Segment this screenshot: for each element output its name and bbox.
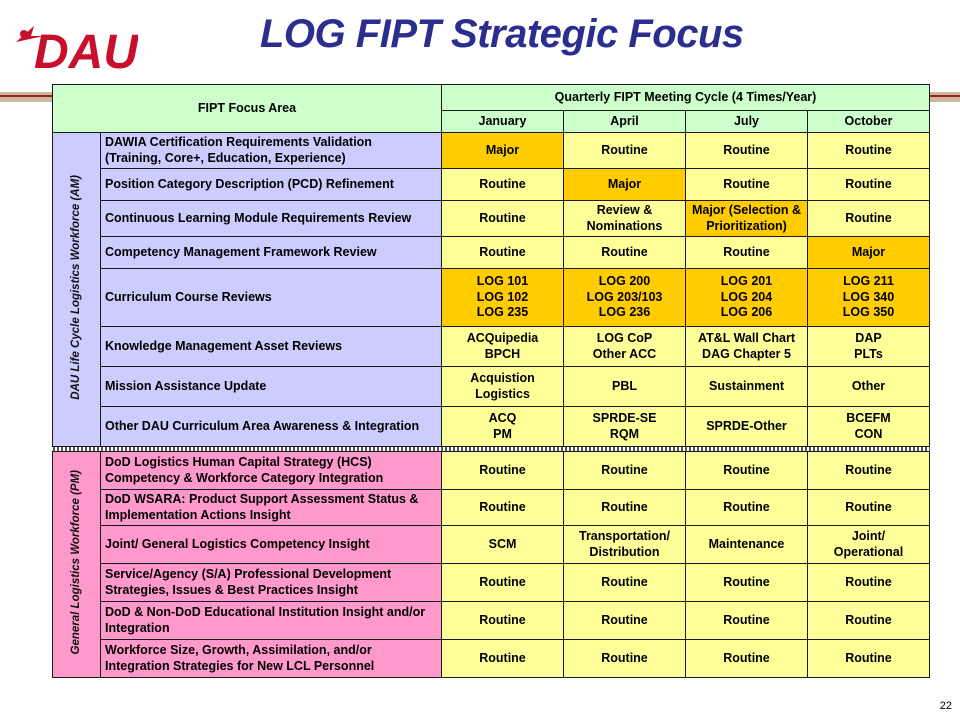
schedule-cell xyxy=(564,640,686,678)
group-label: General Logistics Workforce (PM) xyxy=(70,469,83,655)
schedule-line: LOG 201 xyxy=(720,274,773,289)
schedule-cell xyxy=(686,407,808,447)
fipt-focus-table xyxy=(52,84,930,678)
focus-area-line: Knowledge Management Asset Reviews xyxy=(105,338,343,353)
schedule-cell xyxy=(808,602,930,640)
schedule-line: LOG 350 xyxy=(842,305,895,320)
schedule-line: Routine xyxy=(601,499,648,514)
schedule-cell xyxy=(686,269,808,327)
schedule-cell xyxy=(564,269,686,327)
cycle-header: Quarterly FIPT Meeting Cycle (4 Times/Year) xyxy=(442,85,930,111)
focus-area-cell xyxy=(101,452,442,490)
schedule-line: Routine xyxy=(723,612,770,627)
focus-area-line: DoD & Non-DoD Educational Institution Insight and/or xyxy=(105,604,426,619)
focus-area-line: Competency & Workforce Category Integration xyxy=(105,470,384,485)
schedule-cell xyxy=(564,327,686,367)
schedule-line: Sustainment xyxy=(708,378,784,393)
table-row xyxy=(53,526,930,564)
schedule-line: Routine xyxy=(845,612,892,627)
schedule-line: Routine xyxy=(479,210,526,225)
schedule-cell xyxy=(686,602,808,640)
svg-text:DAU: DAU xyxy=(34,26,138,76)
schedule-cell xyxy=(808,237,930,269)
schedule-line: AT&L Wall Chart xyxy=(698,330,795,345)
table-row xyxy=(53,133,930,169)
schedule-line: CON xyxy=(854,426,883,441)
schedule-line: Routine xyxy=(723,499,770,514)
schedule-line: LOG 200 xyxy=(598,274,651,289)
schedule-line: BCEFM xyxy=(846,410,891,425)
focus-area-line: Continuous Learning Module Requirements Review xyxy=(105,210,412,225)
focus-area-line: Mission Assistance Update xyxy=(105,378,267,393)
schedule-cell xyxy=(686,490,808,526)
schedule-line: Prioritization) xyxy=(706,218,787,233)
focus-area-line: DoD WSARA: Product Support Assessment Status & xyxy=(105,491,419,506)
schedule-cell xyxy=(564,564,686,602)
schedule-cell xyxy=(686,327,808,367)
group-side-label xyxy=(53,452,101,678)
month-header: July xyxy=(686,111,808,133)
schedule-line: Routine xyxy=(479,612,526,627)
schedule-line: LOG CoP xyxy=(596,330,653,345)
focus-area-line: Strategies, Issues & Best Practices Insight xyxy=(105,582,358,597)
header-band-left xyxy=(0,92,52,102)
schedule-line: ACQuipedia xyxy=(466,330,539,345)
focus-area-line: Workforce Size, Growth, Assimilation, and/or xyxy=(105,642,372,657)
schedule-cell xyxy=(686,564,808,602)
table-row xyxy=(53,269,930,327)
focus-area-line: Position Category Description (PCD) Refinement xyxy=(105,176,394,191)
schedule-line: Routine xyxy=(845,574,892,589)
schedule-cell xyxy=(442,327,564,367)
schedule-cell xyxy=(686,640,808,678)
table-row xyxy=(53,407,930,447)
schedule-line: LOG 211 xyxy=(843,274,894,289)
schedule-line: Operational xyxy=(833,544,904,559)
schedule-cell xyxy=(564,133,686,169)
schedule-line: Routine xyxy=(723,650,770,665)
schedule-line: SPRDE-SE xyxy=(592,410,657,425)
schedule-line: Routine xyxy=(723,142,770,157)
schedule-line: Routine xyxy=(479,244,526,259)
schedule-cell xyxy=(442,237,564,269)
focus-area-line: Joint/ General Logistics Competency Insight xyxy=(105,536,370,551)
schedule-line: BPCH xyxy=(484,346,521,361)
schedule-cell xyxy=(686,367,808,407)
schedule-line: Routine xyxy=(845,142,892,157)
schedule-cell xyxy=(442,269,564,327)
table-row xyxy=(53,169,930,201)
month-header: April xyxy=(564,111,686,133)
schedule-cell xyxy=(808,201,930,237)
schedule-line: Other xyxy=(851,378,886,393)
schedule-line: Routine xyxy=(723,462,770,477)
schedule-line: Joint/ xyxy=(851,528,886,543)
schedule-line: LOG 101 xyxy=(476,274,529,289)
schedule-cell xyxy=(564,367,686,407)
focus-area-cell xyxy=(101,490,442,526)
schedule-line: PM xyxy=(493,426,512,441)
schedule-line: Major (Selection & xyxy=(691,202,802,217)
focus-area-cell xyxy=(101,640,442,678)
focus-area-line: Integration Strategies for New LCL Personnel xyxy=(105,658,375,673)
focus-area-cell xyxy=(101,564,442,602)
focus-area-cell xyxy=(101,237,442,269)
table-row xyxy=(53,490,930,526)
schedule-line: PBL xyxy=(612,378,637,393)
focus-area-line: Competency Management Framework Review xyxy=(105,244,377,259)
schedule-cell xyxy=(442,133,564,169)
schedule-line: LOG 340 xyxy=(842,289,895,304)
schedule-line: LOG 203/103 xyxy=(586,289,663,304)
schedule-cell xyxy=(564,602,686,640)
schedule-cell xyxy=(442,526,564,564)
schedule-line: Routine xyxy=(601,244,648,259)
schedule-cell xyxy=(808,327,930,367)
focus-area-cell xyxy=(101,367,442,407)
schedule-line: LOG 204 xyxy=(720,289,773,304)
focus-area-line: DoD Logistics Human Capital Strategy (HCS) xyxy=(105,454,372,469)
table-row xyxy=(53,367,930,407)
schedule-cell xyxy=(564,201,686,237)
schedule-line: PLTs xyxy=(854,346,883,361)
schedule-line: SCM xyxy=(488,536,517,551)
header-row xyxy=(53,85,930,111)
schedule-line: Routine xyxy=(845,462,892,477)
schedule-line: Maintenance xyxy=(708,536,785,551)
focus-area-cell xyxy=(101,526,442,564)
schedule-line: Review & xyxy=(596,202,653,217)
page-number: 22 xyxy=(939,700,952,712)
schedule-line: Nominations xyxy=(586,218,663,233)
focus-area-cell xyxy=(101,133,442,169)
schedule-cell xyxy=(442,640,564,678)
schedule-cell xyxy=(564,490,686,526)
schedule-line: DAG Chapter 5 xyxy=(702,346,791,361)
schedule-cell xyxy=(686,526,808,564)
schedule-line: Routine xyxy=(601,462,648,477)
focus-area-cell xyxy=(101,169,442,201)
focus-area-cell xyxy=(101,602,442,640)
table-row xyxy=(53,452,930,490)
schedule-line: Distribution xyxy=(589,544,660,559)
table-row xyxy=(53,564,930,602)
month-header: October xyxy=(808,111,930,133)
schedule-cell xyxy=(564,237,686,269)
schedule-line: ACQ xyxy=(488,410,517,425)
focus-area-line: Curriculum Course Reviews xyxy=(105,289,272,304)
schedule-line: Routine xyxy=(601,650,648,665)
schedule-line: Logistics xyxy=(475,386,530,401)
group-side-label xyxy=(53,133,101,447)
schedule-line: Other ACC xyxy=(592,346,657,361)
schedule-line: RQM xyxy=(609,426,640,441)
schedule-cell xyxy=(442,169,564,201)
schedule-cell xyxy=(442,452,564,490)
schedule-cell xyxy=(686,169,808,201)
schedule-line: DAP xyxy=(855,330,882,345)
schedule-cell xyxy=(442,564,564,602)
schedule-line: Routine xyxy=(479,462,526,477)
schedule-cell xyxy=(564,526,686,564)
schedule-line: Routine xyxy=(845,210,892,225)
schedule-line: Acquistion xyxy=(470,370,535,385)
schedule-line: Major xyxy=(607,176,642,191)
schedule-line: LOG 206 xyxy=(720,305,773,320)
schedule-line: Routine xyxy=(479,176,526,191)
schedule-cell xyxy=(686,201,808,237)
schedule-cell xyxy=(442,407,564,447)
schedule-line: LOG 102 xyxy=(476,289,529,304)
schedule-cell xyxy=(564,452,686,490)
schedule-line: Routine xyxy=(601,574,648,589)
schedule-line: Routine xyxy=(601,612,648,627)
focus-area-line: Integration xyxy=(105,620,170,635)
focus-area-cell xyxy=(101,201,442,237)
schedule-cell xyxy=(564,169,686,201)
schedule-line: Major xyxy=(851,244,886,259)
schedule-line: Transportation/ xyxy=(579,528,670,543)
schedule-cell xyxy=(808,407,930,447)
table-body xyxy=(53,85,930,678)
focus-area-cell xyxy=(101,327,442,367)
schedule-line: Routine xyxy=(845,176,892,191)
focus-area-header: FIPT Focus Area xyxy=(53,85,442,133)
table-row xyxy=(53,237,930,269)
table-row xyxy=(53,602,930,640)
focus-area-cell xyxy=(101,269,442,327)
schedule-line: Routine xyxy=(723,244,770,259)
schedule-line: Routine xyxy=(479,650,526,665)
schedule-cell xyxy=(808,452,930,490)
schedule-cell xyxy=(808,367,930,407)
focus-area-line: Service/Agency (S/A) Professional Development xyxy=(105,566,392,581)
schedule-line: Routine xyxy=(479,499,526,514)
schedule-line: Routine xyxy=(845,499,892,514)
schedule-cell xyxy=(686,452,808,490)
schedule-cell xyxy=(808,169,930,201)
schedule-cell xyxy=(808,526,930,564)
schedule-cell xyxy=(442,490,564,526)
focus-area-cell xyxy=(101,407,442,447)
schedule-line: Routine xyxy=(601,142,648,157)
page-title: LOG FIPT Strategic Focus xyxy=(260,12,744,56)
schedule-cell xyxy=(686,133,808,169)
schedule-cell xyxy=(808,640,930,678)
focus-area-line: Other DAU Curriculum Area Awareness & Integration xyxy=(105,418,420,433)
month-header: January xyxy=(442,111,564,133)
schedule-cell xyxy=(808,269,930,327)
schedule-cell xyxy=(808,490,930,526)
schedule-cell xyxy=(442,367,564,407)
schedule-line: Routine xyxy=(479,574,526,589)
schedule-line: LOG 235 xyxy=(476,305,529,320)
table-row xyxy=(53,201,930,237)
schedule-line: Routine xyxy=(845,650,892,665)
schedule-cell xyxy=(808,564,930,602)
focus-area-line: DAWIA Certification Requirements Validation xyxy=(105,134,372,149)
table-row xyxy=(53,327,930,367)
schedule-line: Routine xyxy=(723,574,770,589)
schedule-line: Major xyxy=(485,142,520,157)
schedule-cell xyxy=(808,133,930,169)
schedule-line: Routine xyxy=(723,176,770,191)
schedule-cell xyxy=(442,201,564,237)
dau-logo xyxy=(14,12,138,76)
schedule-cell xyxy=(442,602,564,640)
schedule-line: LOG 236 xyxy=(598,305,651,320)
focus-area-line: (Training, Core+, Education, Experience) xyxy=(105,150,346,165)
focus-area-line: Implementation Actions Insight xyxy=(105,507,291,522)
table-row xyxy=(53,640,930,678)
schedule-cell xyxy=(564,407,686,447)
group-label: DAU Life Cycle Logistics Workforce (AM) xyxy=(70,174,83,400)
schedule-cell xyxy=(686,237,808,269)
schedule-line: SPRDE-Other xyxy=(706,418,787,433)
